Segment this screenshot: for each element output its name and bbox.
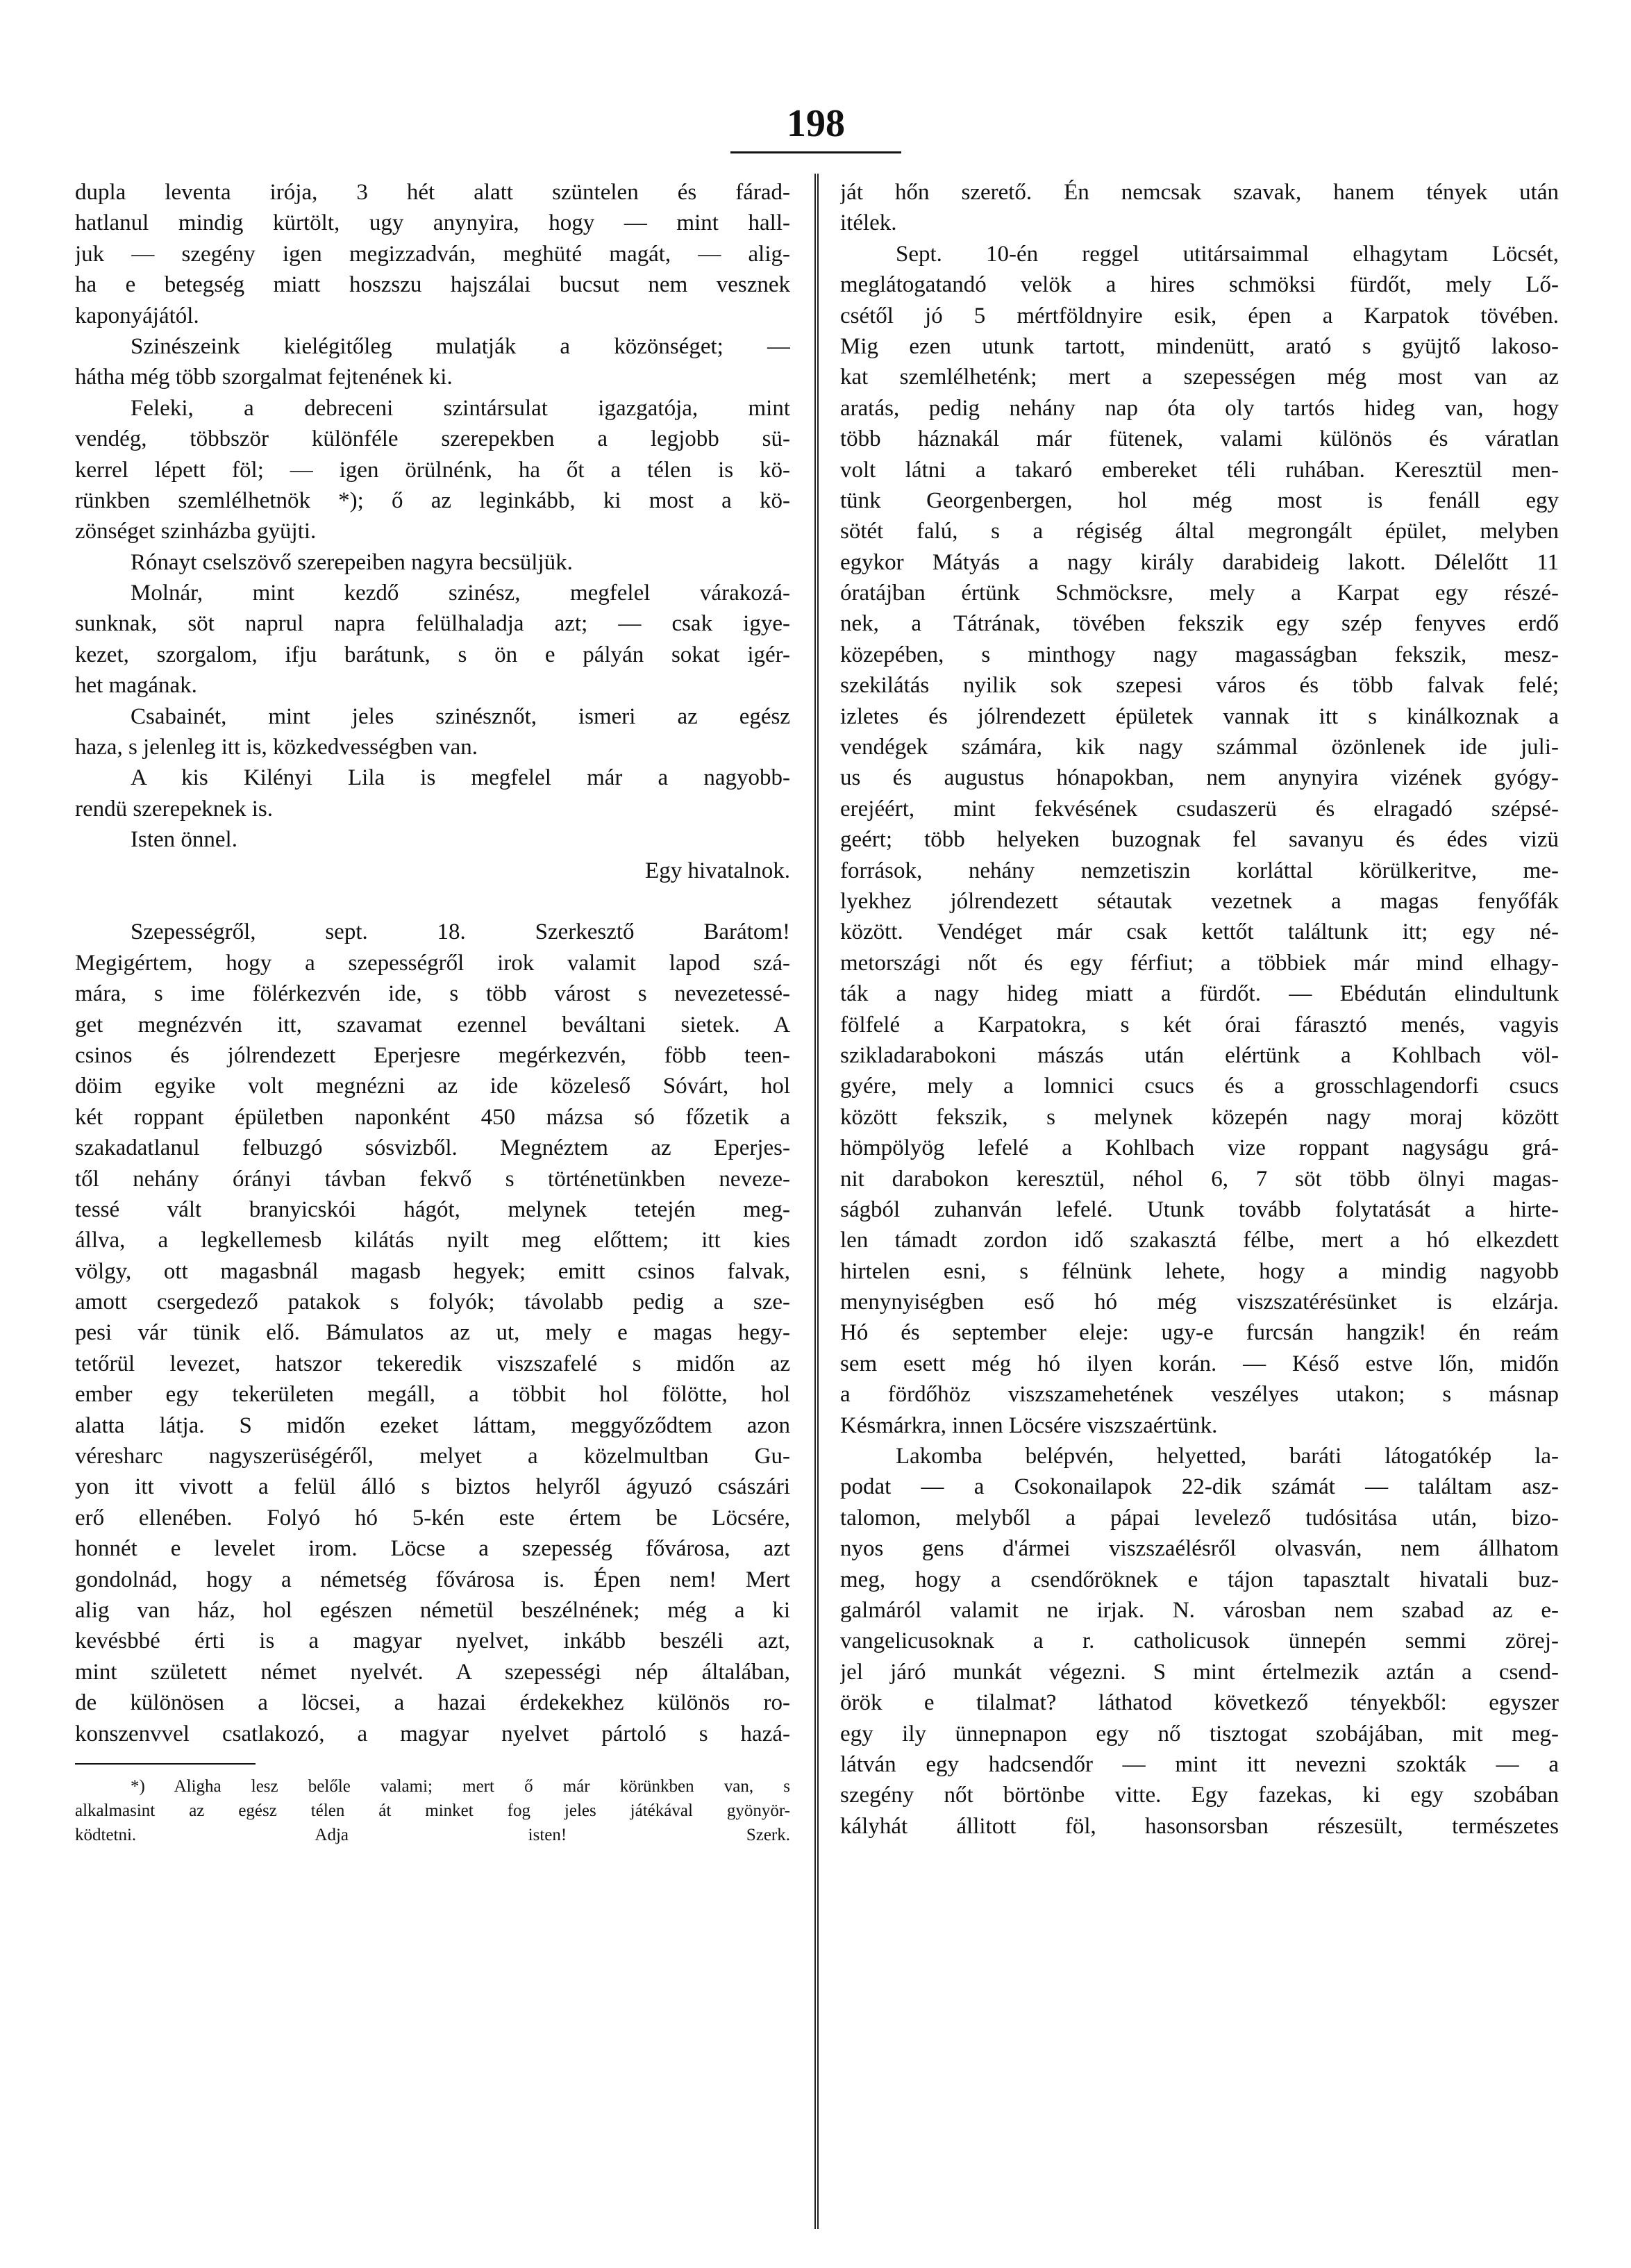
text-line: amott csergedező patakok s folyók; távolabb pedig a sze- (75, 1290, 790, 1315)
text-line: szegény nőt börtönbe vitte. Egy fazekas, ki egy szobában (840, 1783, 1559, 1808)
text-line: kezet, szorgalom, ifju barátunk, s ön e pályán sokat igér- (75, 642, 790, 667)
text-line: ember egy tekerületen megáll, a többit hol fölötte, hol (75, 1382, 790, 1408)
text-line: Késmárkra, innen Löcsére viszszaértünk. (840, 1412, 1218, 1438)
text-line: kályhát állitott föl, hasonsorsban részesült, természetes (840, 1813, 1559, 1839)
text-line: konszenvvel csatlakozó, a magyar nyelvet pártoló s hazá- (75, 1721, 790, 1746)
text-line: hátha még több szorgalmat fejtenének ki. (75, 365, 453, 390)
text-line: rendü szerepeknek is. (75, 796, 273, 822)
text-line: rünkben szemlélhetnök *); ő az leginkább, ki most a kö- (75, 487, 790, 513)
text-line: podat — a Csokonailapok 22-dik számát — találtam asz- (840, 1474, 1559, 1500)
text-line: talomon, melyből a pápai levelező tudósitása után, bizo- (840, 1505, 1559, 1531)
text-line: Csabainét, mint jeles szinésznőt, ismeri az egész (131, 703, 790, 729)
text-line: Lakomba belépvén, helyetted, baráti látogatókép la- (896, 1444, 1559, 1469)
text-line: ha e betegség miatt hoszszu hajszálai bucsut nem vesznek (75, 272, 790, 298)
text-line: Isten önnel. (131, 827, 237, 853)
text-line: get megnézvén itt, szavamat ezennel beváltani sietek. A (75, 1012, 790, 1037)
text-line: pesi vár tünik elő. Bámulatos az ut, mely e magas hegy- (75, 1320, 790, 1346)
text-line: több háznakál már fütenek, valami különös és váratlan (840, 426, 1559, 452)
text-line: galmáról valamit ne irjak. N. városban nem szabad az e- (840, 1597, 1559, 1623)
text-line: A kis Kilényi Lila is megfelel már a nagyobb- (131, 765, 790, 791)
text-line: döim egyike volt megnézni az ide közeleső Sóvárt, hol (75, 1074, 790, 1099)
text-line: között. Vendéget már csak kettőt találtunk itt; egy né- (840, 919, 1559, 945)
text-line: Rónayt cselszövő szerepeiben nagyra becsüljük. (131, 549, 573, 575)
text-line: len támadt zordon idő szakasztá félbe, mert a hó elkezdett (840, 1228, 1559, 1253)
text-line: nyos gens d'ármei viszszaélésről olvasván, nem állhatom (840, 1536, 1559, 1562)
text-line: dupla leventa irója, 3 hét alatt szüntelen és fárad- (75, 180, 790, 205)
text-line: haza, s jelenleg itt is, közkedvességben van. (75, 735, 478, 760)
text-line: ködtetni. Adja isten! Szerk. (75, 1825, 790, 1844)
text-line: Feleki, a debreceni szintársulat igazgatója, mint (131, 395, 790, 421)
text-line: metországi nőt és egy férfiut; a többiek már mind elhagy- (840, 950, 1559, 976)
text-line: sem esett még hó ilyen korán. — Késő estve lőn, midőn (840, 1351, 1559, 1376)
text-line: kevésbbé érti is a magyar nyelvet, inkább beszéli azt, (75, 1628, 790, 1654)
text-line: menynyiségben eső hó még viszszatérésünket is elzárja. (840, 1290, 1559, 1315)
text-line: források, nehány nemzetiszin korláttal körülkeritve, me- (840, 858, 1559, 883)
text-line: juk — szegény igen megizzadván, meghüté magát, — alig- (75, 241, 790, 267)
text-line: jel járó munkát végezni. S mint értelmezik aztán a csend- (840, 1659, 1559, 1685)
text-line: hatlanul mindig kürtölt, ugy anynyira, hogy — mint hall- (75, 210, 790, 236)
text-line: volt látni a takaró embereket téli ruhában. Keresztül men- (840, 457, 1559, 483)
text-line: vendég, többször különféle szerepekben a legjobb sü- (75, 426, 790, 452)
text-line: hömpölyög lefelé a Kohlbach vize roppant nagyságu grá- (840, 1135, 1559, 1161)
text-line: ját hőn szerető. Én nemcsak szavak, hanem tények után (840, 180, 1559, 205)
text-line: tünk Georgenbergen, hol még most is fenáll egy (840, 487, 1559, 513)
text-line: Egy hivatalnok. (645, 858, 790, 883)
text-line: vangelicusoknak a r. catholicusok ünnepén semmi zörej- (840, 1628, 1559, 1654)
text-line: csétől jó 5 mértföldnyire esik, épen a Karpatok tövében. (840, 303, 1559, 328)
text-line: örök e tilalmat? láthatod következő tényekből: egyszer (840, 1690, 1559, 1716)
text-line: Hó és september eleje: ugy-e furcsán hangzik! én reám (840, 1320, 1559, 1346)
text-line: kat szemlélheténk; mert a szepességen még most van az (840, 365, 1559, 390)
text-line: aratás, pedig nehány nap óta oly tartós hideg van, hogy (840, 395, 1559, 421)
text-line: Sept. 10-én reggel utitársaimmal elhagytam Löcsét, (896, 241, 1559, 267)
text-line: itélek. (840, 210, 897, 236)
text-line: geért; több helyeken buzognak fel savanyu és édes vizü (840, 827, 1559, 853)
text-line: egykor Mátyás a nagy király darabideig lakott. Délelőtt 11 (840, 549, 1559, 575)
text-line: zönséget szinházba gyüjti. (75, 519, 317, 544)
text-line: alig van ház, hol egészen németül beszélnének; még a ki (75, 1597, 790, 1623)
footnote-rule (75, 1763, 256, 1765)
text-line: lyekhez jólrendezett sétautak vezetnek a magas fenyőfák (840, 888, 1559, 914)
text-line: het magának. (75, 673, 197, 699)
left-column-text (75, 177, 790, 1749)
text-line: látván egy hadcsendőr — mint itt nevezni szokták — a (840, 1751, 1559, 1777)
text-line: de különösen a löcsei, a hazai érdekekhez különös ro- (75, 1690, 790, 1716)
text-line: alatta látja. S midőn ezeket láttam, meggyőződtem azon (75, 1412, 790, 1438)
text-line: *) Aligha lesz belőle valami; mert ő már körünkben van, s (131, 1776, 790, 1796)
text-line: gondolnád, hogy a németség fővárosa is. Épen nem! Mert (75, 1567, 790, 1592)
text-line: egy ily ünnepnapon egy nő tisztogat szobájában, mit meg- (840, 1721, 1559, 1746)
text-line: nit darabokon keresztül, néhol 6, 7 söt több ölnyi magas- (840, 1166, 1559, 1192)
text-line: honnét e levelet irom. Löcse a szepesség fővárosa, azt (75, 1536, 790, 1562)
text-line: erejéért, mint fekvésének csudaszerü és elragadó szépsé- (840, 796, 1559, 822)
right-column (840, 177, 1559, 1842)
footnote (75, 1774, 790, 1847)
text-line: Mig ezen utunk tartott, mindenütt, arató s gyüjtő lakoso- (840, 333, 1559, 359)
text-line: Megigértem, hogy a szepességről irok valamit lapod szá- (75, 950, 790, 976)
text-line: hirtelen esni, s félnünk lehete, hogy a mindig nagyobb (840, 1258, 1559, 1284)
text-line: mint született német nyelvét. A szepességi nép általában, (75, 1659, 790, 1685)
text-line: fölfelé a Karpatokra, s két órai fárasztó menés, vagyis (840, 1012, 1559, 1037)
text-line: Molnár, mint kezdő szinész, megfelel várakozá- (131, 581, 790, 606)
page-number: 198 (787, 102, 845, 145)
text-line: ták a nagy hideg miatt a fürdőt. — Ebédután elindultunk (840, 981, 1559, 1007)
text-line: szikladarabokoni mászás után elértünk a Kohlbach völ- (840, 1042, 1559, 1068)
text-line: alkalmasint az egész télen át minket fog jeles játékával gyönyör- (75, 1801, 790, 1820)
text-line: kaponyájától. (75, 303, 199, 328)
text-line: közepében, s minthogy nagy magasságban fekszik, mesz- (840, 642, 1559, 667)
text-line: óratájban értünk Schmöcksre, mely a Karpat egy részé- (840, 581, 1559, 606)
header-rule (730, 151, 901, 153)
text-line: sötét falú, s a régiség által megrongált épület, melyben (840, 519, 1559, 544)
text-line: szakadatlanul felbuzgó sósvizből. Megnéztem az Eperjes- (75, 1135, 790, 1161)
text-line: sunknak, söt naprul napra felülhaladja azt; — csak igye- (75, 611, 790, 637)
text-line: nek, a Tátrának, tövében fekszik egy szép fenyves erdő (840, 611, 1559, 637)
text-line: között fekszik, s melynek közepén nagy moraj között (840, 1104, 1559, 1130)
text-line: től nehány órányi távban fekvő s történetünkben neveze- (75, 1166, 790, 1192)
text-line (75, 886, 790, 917)
text-line: tetőrül levezet, hatszor tekeredik viszszafelé s midőn az (75, 1351, 790, 1376)
text-line: meg, hogy a csendőröknek e tájon tapasztalt hivatali buz- (840, 1567, 1559, 1592)
text-line: ságból zuhanván lefelé. Utunk tovább folytatását a hirte- (840, 1196, 1559, 1222)
text-line: két roppant épületben naponként 450 mázsa só főzetik a (75, 1104, 790, 1130)
text-line: a fördőhöz viszszamehetének veszélyes utakon; s másnap (840, 1382, 1559, 1408)
text-line: yon itt vivott a felül álló s biztos helyről ágyuzó császári (75, 1474, 790, 1500)
text-line: Szinészeink kielégitőleg mulatják a közönséget; — (131, 333, 790, 359)
text-line: gyére, mely a lomnici csucs és a grosschlagendorfi csucs (840, 1074, 1559, 1099)
text-line: tessé vált branyicskói hágót, melynek tetején meg- (75, 1196, 790, 1222)
text-line: meglátogatandó velök a hires schmöksi fürdőt, mely Lő- (840, 272, 1559, 298)
text-line: völgy, ott magasbnál magasb hegyek; emitt csinos falvak, (75, 1258, 790, 1284)
text-line: mára, s ime fölérkezvén ide, s több várost s nevezetessé- (75, 981, 790, 1007)
text-line: izletes és jólrendezett épületek vannak itt s kinálkoznak a (840, 703, 1559, 729)
text-line: szekilátás nyilik sok szepesi város és több falvak felé; (840, 673, 1559, 699)
text-line: csinos és jólrendezett Eperjesre megérkezvén, föbb teen- (75, 1042, 790, 1068)
column-separator (814, 174, 819, 2229)
text-line: vendégek számára, kik nagy számmal özönlenek ide juli- (840, 735, 1559, 760)
right-column-text (840, 177, 1559, 1842)
left-column (75, 177, 790, 1847)
text-line: Szepességről, sept. 18. Szerkesztő Barátom! (131, 919, 790, 945)
text-line: us és augustus hónapokban, nem anynyira vizének gyógy- (840, 765, 1559, 791)
text-line: véresharc nagyszerüségéről, melyet a közelmultban Gu- (75, 1444, 790, 1469)
text-line: állva, a legkellemesb kilátás nyilt meg előttem; itt kies (75, 1228, 790, 1253)
text-line: kerrel lépett föl; — igen örülnénk, ha őt a télen is kö- (75, 457, 790, 483)
text-line: erő ellenében. Folyó hó 5-kén este értem be Löcsére, (75, 1505, 790, 1531)
